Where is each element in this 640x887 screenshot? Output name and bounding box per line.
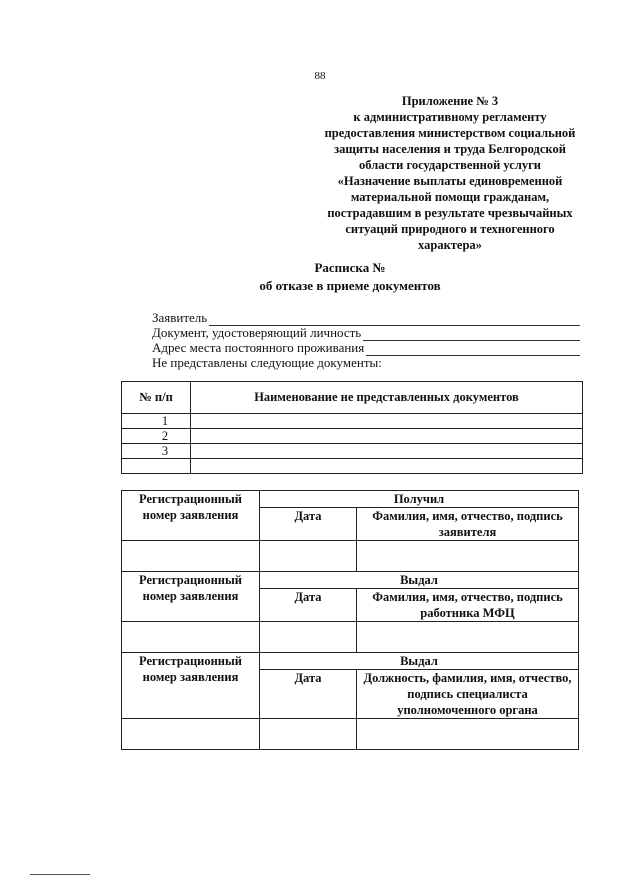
applicant-label: Заявитель (152, 310, 208, 325)
table-row (122, 414, 583, 429)
signature-header: Фамилия, имя, отчество, подпись работника МФЦ (357, 589, 579, 622)
receipt-subtitle: об отказе в приеме документов (259, 278, 441, 293)
entry-row (122, 719, 579, 750)
signature-cell[interactable] (357, 622, 579, 653)
appendix-line: материальной помощи гражданам, (350, 190, 550, 204)
receipt-heading (200, 259, 500, 295)
table-row (122, 459, 583, 474)
table-row (122, 429, 583, 444)
appendix-line: области государственной услуги (359, 158, 541, 172)
date-header: Дата (260, 670, 357, 719)
issued-header: Выдал (260, 653, 579, 670)
block-head-row (122, 572, 579, 589)
appendix-line: пострадавшим в результате чрезвычайных (327, 206, 573, 220)
footer-divider (30, 874, 90, 875)
date-cell[interactable] (260, 719, 357, 750)
reg-number-label: Регистрационный номер заявления (122, 491, 260, 541)
received-header: Получил (260, 491, 579, 508)
missing-docs-table (121, 381, 583, 474)
applicant-field (152, 310, 580, 326)
block-head-row (122, 653, 579, 670)
table-row (122, 444, 583, 459)
signature-cell[interactable] (357, 541, 579, 572)
col-num-header: № п/п (122, 382, 191, 414)
date-cell[interactable] (260, 541, 357, 572)
block-head-row (122, 491, 579, 508)
id-document-label: Документ, удостоверяющий личность (152, 325, 362, 340)
row-number: 3 (122, 444, 191, 459)
registration-table (121, 490, 579, 750)
col-name-header: Наименование не представленных документов (191, 382, 583, 414)
table-header-row (122, 382, 583, 414)
missing-docs-field (152, 355, 580, 371)
appendix-line: предоставления министерством социальной (324, 126, 576, 140)
doc-name-cell[interactable] (191, 414, 583, 429)
entry-row (122, 541, 579, 572)
doc-name-cell[interactable] (191, 444, 583, 459)
appendix-line: характера» (418, 238, 482, 252)
missing-docs-label: Не представлены следующие документы: (152, 355, 382, 370)
appendix-line: «Назначение выплаты единовременной (337, 174, 563, 188)
appendix-line: Приложение № 3 (401, 94, 499, 108)
signature-cell[interactable] (357, 719, 579, 750)
date-cell[interactable] (260, 622, 357, 653)
page-number: 88 (314, 70, 326, 82)
issued-header: Выдал (260, 572, 579, 589)
signature-header: Должность, фамилия, имя, отчество, подпись специалиста уполномоченного органа (357, 670, 579, 719)
row-number: 2 (122, 429, 191, 444)
row-number (122, 459, 191, 474)
reg-number-cell[interactable] (122, 719, 260, 750)
appendix-line: защиты населения и труда Белгородской (334, 142, 566, 156)
row-number: 1 (122, 414, 191, 429)
id-document-field (152, 325, 580, 341)
address-field (152, 340, 580, 356)
appendix-line: ситуаций природного и техногенного (345, 222, 555, 236)
reg-number-label: Регистрационный номер заявления (122, 572, 260, 622)
date-header: Дата (260, 508, 357, 541)
signature-header: Фамилия, имя, отчество, подпись заявителя (357, 508, 579, 541)
entry-row (122, 622, 579, 653)
receipt-title: Расписка № (314, 260, 386, 275)
reg-number-cell[interactable] (122, 622, 260, 653)
reg-number-cell[interactable] (122, 541, 260, 572)
date-header: Дата (260, 589, 357, 622)
appendix-line: к административному регламенту (353, 110, 547, 124)
doc-name-cell[interactable] (191, 429, 583, 444)
doc-name-cell[interactable] (191, 459, 583, 474)
reg-number-label: Регистрационный номер заявления (122, 653, 260, 719)
address-label: Адрес места постоянного проживания (152, 340, 365, 355)
appendix-header (300, 93, 600, 253)
